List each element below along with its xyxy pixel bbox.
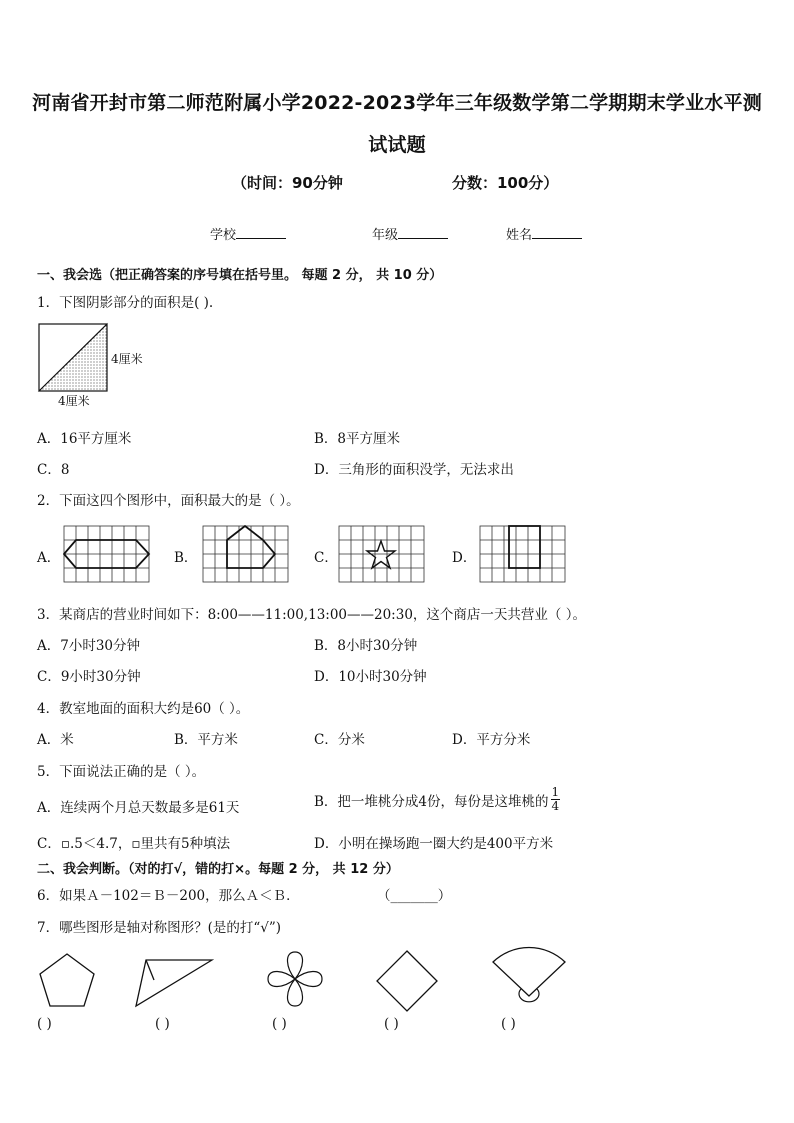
q5-fraction [551,786,561,813]
q2-figure-b [202,525,290,585]
q2-label-d[interactable]: D． [452,550,477,566]
q6-stem: 6．如果Ａ－102＝Ｂ－200，那么Ａ＜Ｂ． [37,888,300,904]
four-leaf-clover-shape [264,948,326,1010]
q5-option-a[interactable]: A．连续两个月总天数最多是61天 [37,800,240,816]
q4-option-b[interactable]: B．平方米 [174,732,238,748]
q3-stem: 3．某商店的营业时间如下：8:00——11:00,13:00——20:30，这个商店一天共营业（ ）。 [37,607,586,623]
exam-score: 分数：100分） [452,174,559,192]
name-label: 姓名 [506,228,533,243]
q2-label-b[interactable]: B． [174,550,198,566]
page-title: 河南省开封市第二师范附属小学2022-2023学年三年级数学第二学期期末学业水平测 [32,92,762,114]
q3-option-d[interactable]: D．10小时30分钟 [314,669,427,685]
section1-heading: 一、我会选（把正确答案的序号填在括号里。 每题 2 分， 共 10 分） [37,268,443,283]
name-field [506,224,582,243]
fan-shape [489,944,569,1008]
q1-stem: 1．下图阴影部分的面积是( ). [37,295,214,311]
q2-stem: 2．下面这四个图形中，面积最大的是（ ）。 [37,493,300,509]
q5-option-c[interactable]: C．▫.5＜4.7，▫里共有5种填法 [37,836,231,852]
q1-bottom-label: 4厘米 [58,394,90,408]
diamond-square-shape [374,948,440,1014]
school-label: 学校 [210,228,237,243]
q5-fraction-numerator: 1 [551,785,560,799]
grade-blank[interactable] [398,226,448,239]
q4-option-a[interactable]: A．米 [37,732,74,748]
q1-side-label: 4厘米 [111,352,143,366]
q5-fraction-denominator: 4 [551,799,560,813]
q4-option-d[interactable]: D．平方分米 [452,732,531,748]
q2-figure-c [338,525,426,585]
q7-answer-5[interactable]: ( ) [501,1016,516,1032]
q1-option-c[interactable]: C．8 [37,462,70,478]
q7-answer-2[interactable]: ( ) [155,1016,170,1032]
school-field [210,224,286,243]
q7-answer-1[interactable]: ( ) [37,1016,52,1032]
q4-option-c[interactable]: C．分米 [314,732,365,748]
q7-answer-3[interactable]: ( ) [272,1016,287,1032]
q2-label-c[interactable]: C． [314,550,338,566]
q5-option-d[interactable]: D．小明在操场跑一圈大约是400平方米 [314,836,554,852]
q2-figure-d [479,525,567,585]
right-triangle-shape [132,950,214,1010]
q1-option-d[interactable]: D．三角形的面积没学，无法求出 [314,462,514,478]
q1-figure [36,322,166,410]
q1-option-b[interactable]: B．8平方厘米 [314,431,401,447]
grade-label: 年级 [372,228,399,243]
school-blank[interactable] [236,226,286,239]
q3-option-c[interactable]: C．9小时30分钟 [37,669,141,685]
q5-option-b-text: B．把一堆桃分成4份，每份是这堆桃的 [314,793,549,810]
name-blank[interactable] [532,226,582,239]
pentagon-shape [36,950,98,1012]
q2-label-a[interactable]: A． [37,550,61,566]
q3-option-a[interactable]: A．7小时30分钟 [37,638,141,654]
q7-answer-4[interactable]: ( ) [384,1016,399,1032]
q7-stem: 7．哪些图形是轴对称图形？(是的打“√”) [37,920,282,936]
q5-option-b[interactable] [314,786,560,813]
section2-heading: 二、我会判断。（对的打√，错的打×。每题 2 分， 共 12 分） [37,862,399,877]
q6-answer-blank[interactable]: （_______） [377,888,452,904]
q4-stem: 4．教室地面的面积大约是60（ ）。 [37,701,250,717]
page-title-line2: 试试题 [368,134,426,156]
grade-field [372,224,448,243]
q1-option-a[interactable]: A．16平方厘米 [37,431,132,447]
q5-stem: 5．下面说法正确的是（ ）。 [37,764,206,780]
q2-figure-a [63,525,151,585]
exam-time: （时间：90分钟 [232,174,343,192]
q3-option-b[interactable]: B．8小时30分钟 [314,638,418,654]
